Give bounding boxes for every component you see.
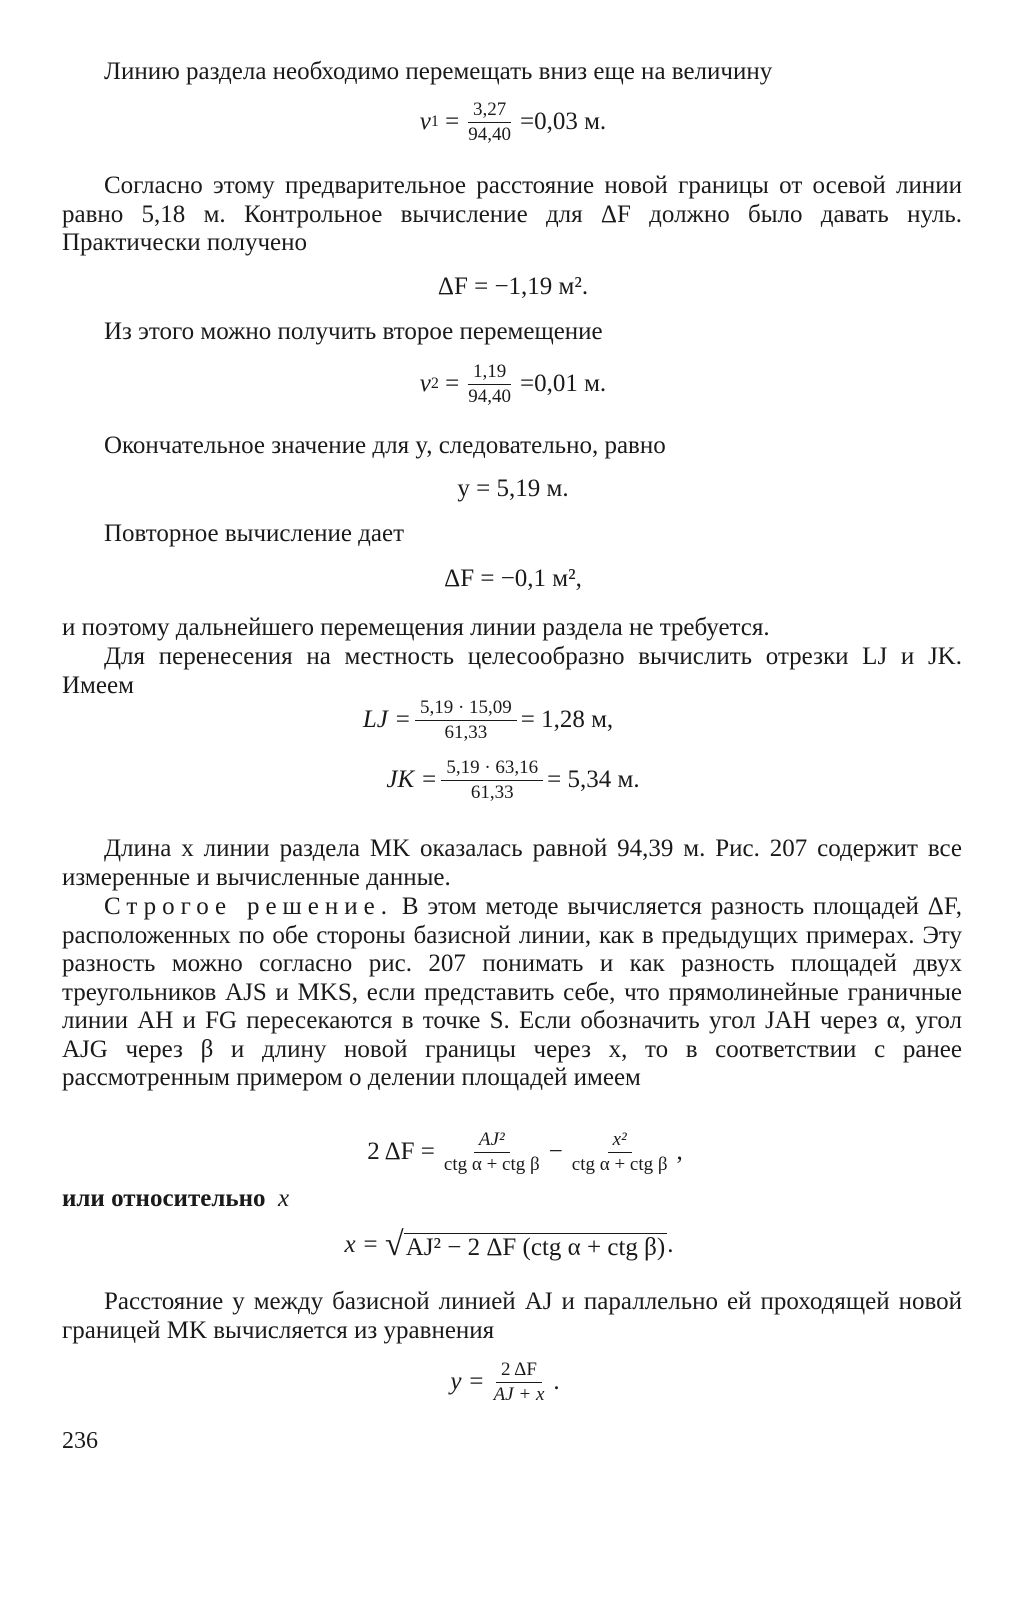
eq-lj-lhs: LJ =: [362, 706, 411, 734]
paragraph-8: Длина x линии раздела MK оказалась равной 94,39 м. Рис. 207 содержит все измеренные и вычисленные данные.: [62, 835, 962, 891]
eq-2df-lhs: 2 ΔF =: [367, 1138, 435, 1166]
eq-v1-sub: 1: [430, 113, 439, 131]
equation-delta-f-2: ΔF = −0,1 м²,: [444, 565, 582, 592]
paragraph-9: [62, 893, 962, 1093]
paragraph-11: Расстояние y между базисной линией AJ и параллельно ей проходящей новой границей MK вычисляется из уравнения: [62, 1288, 962, 1344]
paragraph-1: Линию раздела необходимо перемещать вниз еще на величину: [104, 58, 773, 85]
eq-x-radical: [385, 1228, 667, 1262]
eq-2df-den1: ctg α + ctg β: [443, 1154, 540, 1175]
equation-x: [0, 1228, 1022, 1262]
eq-x-tail: .: [667, 1230, 674, 1258]
eq-jk-fraction: [441, 758, 543, 803]
paragraph-9-body: В этом методе вычисляется разность площадей ΔF, расположенных по обе стороны базисной линии, как в предыдущих примерах. Эту разность можно согласно рис. 207 понимать и как разность площадей двух треугольников AJS и MKS, если представить себе, что прямолинейные граничные линии AH и FG пересекаются в точке S. Если обозначить угол JAH через α, угол AJG через β и длину новой границы через x, то в соответствии с ранее рассмотренным примером о делении площадей имеем: [62, 893, 963, 1091]
relative-to-var: x: [277, 1185, 290, 1212]
equation-delta-f-1: ΔF = −1,19 м².: [437, 273, 589, 300]
paragraph-5: Повторное вычисление дает: [104, 520, 405, 547]
eq-jk-den: 61,33: [470, 782, 514, 803]
eq-x-lhs: x =: [344, 1230, 379, 1258]
eq-v1-num: 3,27: [468, 100, 511, 123]
eq-v2-fraction: [463, 362, 516, 407]
eq-jk-lhs: JK =: [386, 766, 438, 794]
paragraph-10: [62, 1185, 962, 1214]
eq-2df-fraction-1: [439, 1130, 545, 1175]
strict-solution-heading: Строгое решение.: [104, 893, 394, 920]
eq-y2-fraction: [489, 1360, 550, 1405]
eq-x-radicand: AJ² − 2 ΔF (ctg α + ctg β): [405, 1234, 666, 1261]
eq-2df-minus: −: [548, 1138, 563, 1166]
eq-y2-lhs: y =: [450, 1368, 485, 1396]
eq-v2-sub: 2: [430, 375, 439, 393]
equation-y2: [0, 1360, 1018, 1405]
eq-jk-rhs: = 5,34 м.: [547, 766, 640, 794]
eq-2df-fraction-2: [567, 1130, 673, 1175]
eq-v1-lhs: v: [419, 108, 431, 136]
eq-y2-tail: .: [553, 1368, 560, 1396]
eq-v2-lhs: v: [419, 370, 431, 398]
equation-y: y = 5,19 м.: [457, 475, 569, 502]
eq-v1-fraction: [463, 100, 516, 145]
eq-lj-rhs: = 1,28 м,: [520, 706, 614, 734]
equation-jk: [0, 758, 1026, 803]
eq-lj-num: 5,19 · 15,09: [415, 698, 517, 721]
eq-v2-num: 1,19: [468, 362, 511, 385]
eq-v2-den: 94,40: [468, 386, 512, 407]
relative-to-label: или относительно: [62, 1185, 266, 1212]
radical-sign-icon: √: [385, 1226, 404, 1263]
eq-lj-fraction: [415, 698, 517, 743]
eq-v2-rhs: =0,01 м.: [520, 370, 607, 398]
paragraph-3: Из этого можно получить второе перемещение: [104, 318, 603, 345]
eq-y2-num: 2 ΔF: [496, 1360, 542, 1383]
paragraph-4: Окончательное значение для y, следовательно, равно: [104, 432, 666, 459]
paragraph-6: и поэтому дальнейшего перемещения линии раздела не требуется.: [62, 614, 770, 641]
equation-v1: v 1 = $\frac{3,27}{94,40}$ =0,03 м.: [419, 99, 607, 145]
paragraph-2: Согласно этому предварительное расстояние новой границы от осевой линии равно 5,18 м. Контрольное вычисление для ΔF должно было давать нуль. Практически получено: [62, 172, 962, 256]
equation-lj: [0, 698, 1001, 743]
eq-y2-den: AJ + x: [493, 1384, 545, 1405]
eq-2df-num1: AJ²: [474, 1130, 510, 1153]
eq-jk-num: 5,19 · 63,16: [441, 758, 543, 781]
eq-2df-num2: x²: [608, 1130, 632, 1153]
page-number: 236: [62, 1428, 98, 1454]
eq-v1-rhs: =0,03 м.: [520, 108, 607, 136]
equation-v2: v 2 = $\frac{1,19}{94,40}$ =0,01 м.: [419, 361, 607, 407]
eq-2df-den2: ctg α + ctg β: [571, 1154, 668, 1175]
equation-2-delta-f: [12, 1130, 1026, 1175]
eq-v1-den: 94,40: [468, 124, 512, 145]
paragraph-7: Для перенесения на местность целесообразно вычислить отрезки LJ и JK. Имеем: [62, 643, 962, 699]
eq-2df-tail: ,: [676, 1138, 683, 1166]
eq-lj-den: 61,33: [444, 722, 488, 743]
